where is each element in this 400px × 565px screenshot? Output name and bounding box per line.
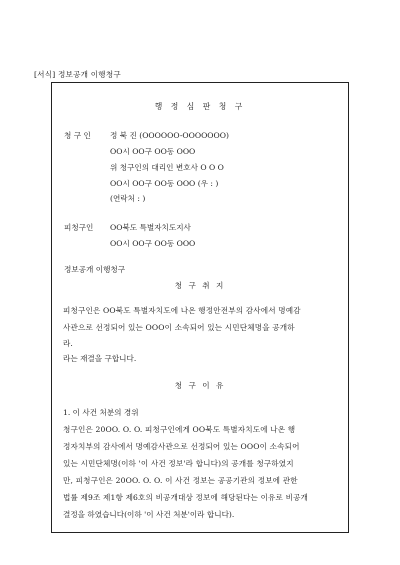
claim-subject: 정보공개 이행청구 xyxy=(64,265,126,274)
administrative-appeal-form xyxy=(51,82,349,533)
reasons-line: 정자치부의 감사에서 명예감사관으로 선정되어 있는 OOO이 소속되어 xyxy=(63,442,300,451)
claimant-name: 정 북 진 (OOOOOO-OOOOOOO) xyxy=(110,131,229,140)
claimant-address: OO시 OO구 OO동 OOO xyxy=(110,147,196,156)
purpose-line: 라. xyxy=(63,339,73,348)
respondent-label: 피청구인 xyxy=(64,223,94,232)
reasons-section-title: 1. 이 사건 처분의 경위 xyxy=(63,408,139,417)
claimant-agent: 위 청구인의 대리인 변호사 O O O xyxy=(110,163,224,172)
reasons-line: 법률 제9조 제1항 제6호의 비공개대상 정보에 해당된다는 이유로 비공개 xyxy=(63,493,309,502)
form-title: 행 정 심 판 청 구 xyxy=(154,102,246,111)
reasons-line: 결정을 하였습니다(이하 '이 사건 처분'이라 합니다). xyxy=(63,510,235,519)
reasons-line: 만, 피청구인은 20OO. O. O. 이 사건 정보는 공공기관의 정보에 관한 xyxy=(63,476,298,485)
reasons-line: 청구인은 20OO. O. O. 피청구인에게 OO북도 특별자치도에 나온 행 xyxy=(63,425,296,434)
reasons-line: 있는 시민단체명(이하 '이 사건 정보'라 합니다)의 공개를 청구하였지 xyxy=(63,459,294,468)
claimant-label: 청 구 인 xyxy=(64,131,91,140)
respondent-address: OO시 OO구 OO동 OOO xyxy=(110,239,196,248)
reasons-heading: 청 구 이 유 xyxy=(174,381,226,390)
agent-address: OO시 OO구 OO동 OOO (우 : ) xyxy=(110,179,219,188)
purpose-line: 라는 재결을 구합니다. xyxy=(63,354,137,363)
purpose-line: 피청구인은 OO북도 특별자치도에 나온 행정안전부의 감사에서 명예감 xyxy=(63,306,301,315)
agent-contact: (연락처 : ) xyxy=(110,194,146,203)
purpose-line: 사관으로 선정되어 있는 OOO이 소속되어 있는 시민단체명을 공개하 xyxy=(63,323,295,332)
respondent-name: OO북도 특별자치도지사 xyxy=(110,223,191,232)
purpose-heading: 청 구 취 지 xyxy=(174,281,226,290)
document-caption: [서식] 정보공개 이행청구 xyxy=(34,70,121,79)
